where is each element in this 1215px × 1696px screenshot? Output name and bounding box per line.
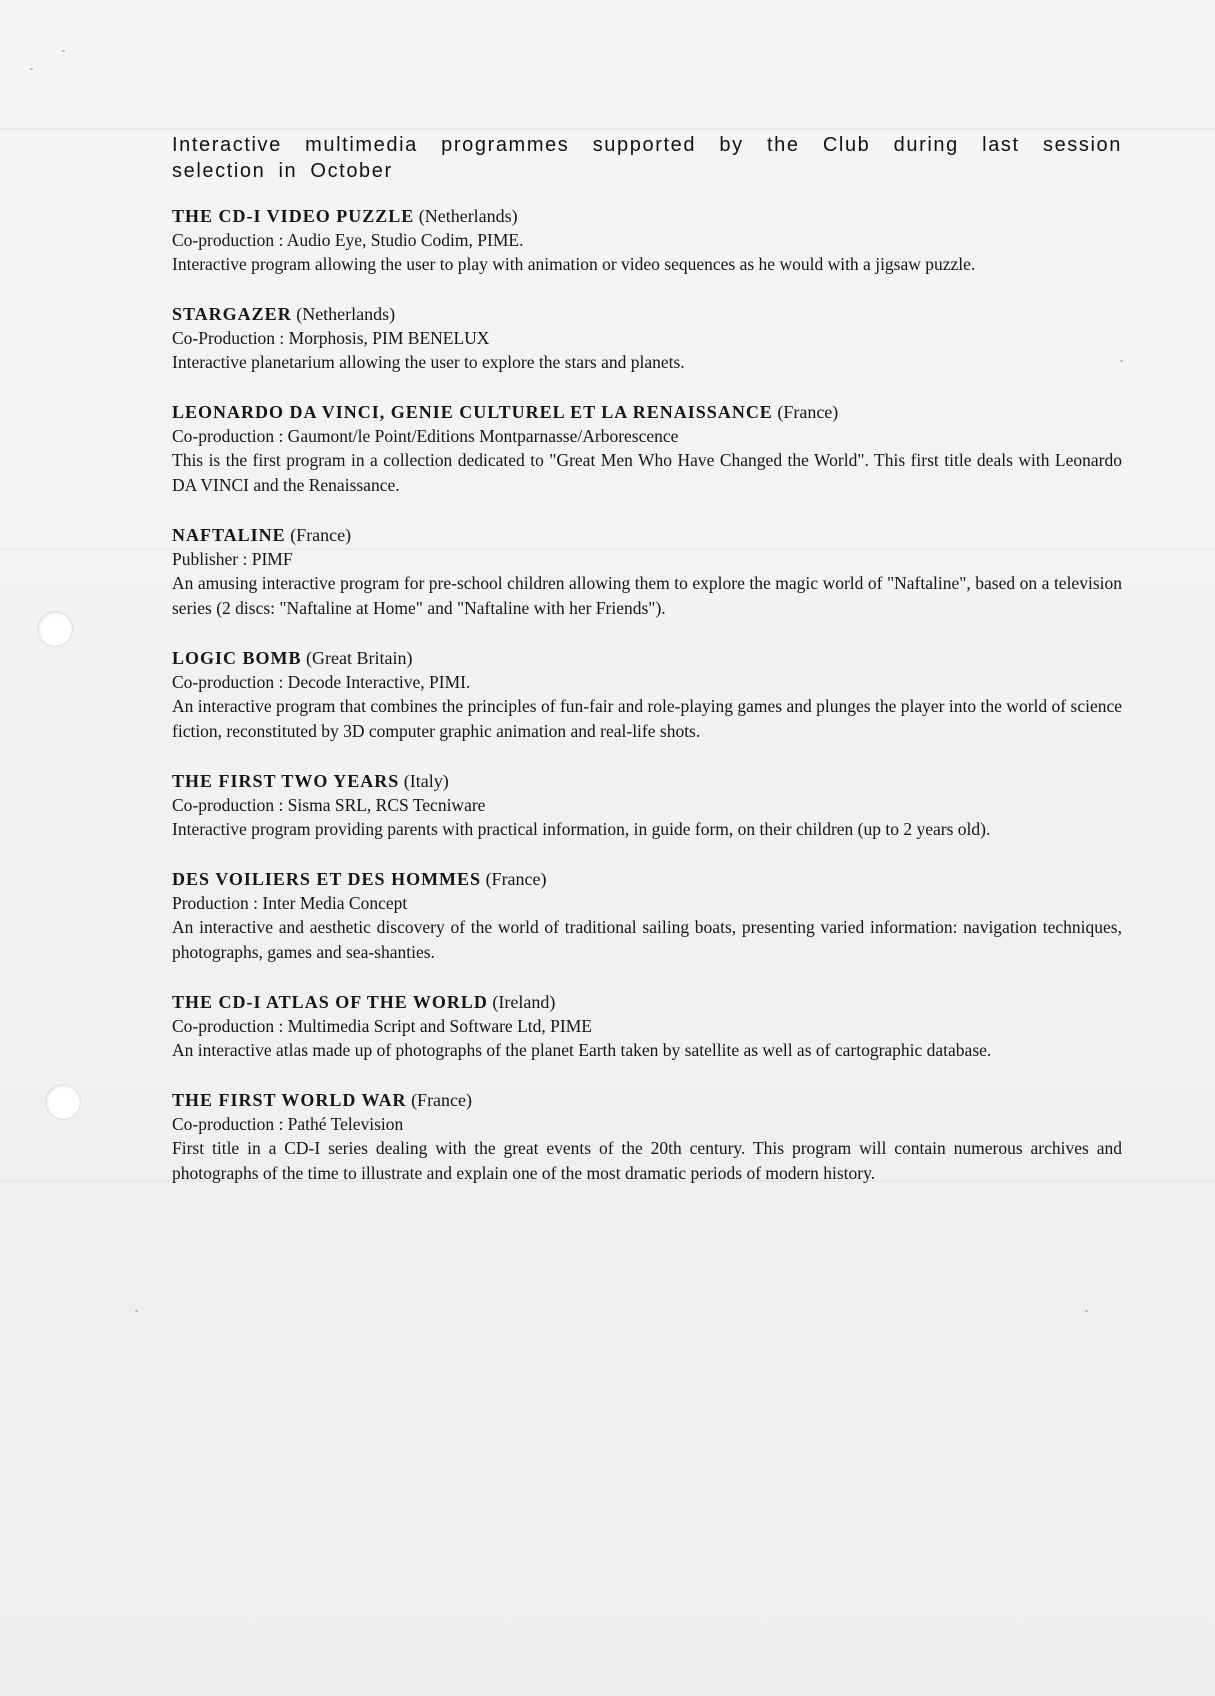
entry-title: THE FIRST WORLD WAR (172, 1090, 407, 1110)
entry-description: An interactive and aesthetic discovery of the world of traditional sailing boats, presenting varied information: navigation techniques, photographs, games and sea-shanties. (172, 917, 1122, 962)
document-body (172, 132, 1122, 1211)
entry-description: Interactive planetarium allowing the user to explore the stars and planets. (172, 352, 685, 372)
entry-country: (Ireland) (492, 992, 556, 1012)
paper-speck (62, 50, 65, 52)
programme-entry (172, 523, 1122, 621)
entry-description: This is the first program in a collection dedicated to "Great Men Who Have Changed the World". This first title deals with Leonardo DA VINCI and the Renaissance. (172, 450, 1122, 495)
entry-credit: Co-production : Multimedia Script and Software Ltd, PIME (172, 1016, 592, 1036)
entry-country: (France) (777, 402, 839, 422)
programme-entry (172, 769, 1122, 842)
entry-country: (Netherlands) (418, 206, 518, 226)
entry-description: First title in a CD-I series dealing with the great events of the 20th century. This program will contain numerous archives and photographs of the time to illustrate and explain one of the most dramatic periods of modern history. (172, 1138, 1122, 1183)
entry-description: Interactive program allowing the user to play with animation or video sequences as he would with a jigsaw puzzle. (172, 254, 976, 274)
entry-country: (France) (290, 525, 352, 545)
entry-credit: Co-production : Audio Eye, Studio Codim, PIME. (172, 230, 524, 250)
entry-description: An interactive program that combines the principles of fun-fair and role-playing games and plunges the player into the world of science fiction, reconstituted by 3D computer graphic animation and real-life shots. (172, 696, 1122, 741)
entry-heading (172, 769, 1122, 793)
entry-country: (France) (411, 1090, 473, 1110)
document-title: Interactive multimedia programmes supported by the Club during last session selection in October (172, 134, 1122, 182)
entry-title: THE CD-I ATLAS OF THE WORLD (172, 992, 488, 1012)
entry-title: LOGIC BOMB (172, 648, 302, 668)
programme-entry (172, 302, 1122, 375)
entry-country: (Great Britain) (306, 648, 413, 668)
entry-heading (172, 646, 1122, 670)
entry-heading (172, 867, 1122, 891)
entry-heading (172, 1088, 1122, 1112)
entry-title: DES VOILIERS ET DES HOMMES (172, 869, 482, 889)
entry-description: An interactive atlas made up of photographs of the planet Earth taken by satellite as well as of cartographic database. (172, 1040, 992, 1060)
entry-heading (172, 204, 1122, 228)
entry-credit: Co-Production : Morphosis, PIM BENELUX (172, 328, 490, 348)
entry-title: NAFTALINE (172, 525, 286, 545)
entry-heading (172, 523, 1122, 547)
programme-entry (172, 400, 1122, 498)
entry-credit: Production : Inter Media Concept (172, 893, 408, 913)
entry-title: THE CD-I VIDEO PUZZLE (172, 206, 415, 226)
entry-description: Interactive program providing parents with practical information, in guide form, on their children (up to 2 years old). (172, 819, 991, 839)
entry-credit: Co-production : Pathé Television (172, 1114, 404, 1134)
programme-entry (172, 867, 1122, 965)
entry-description: An amusing interactive program for pre-school children allowing them to explore the magic world of "Naftaline", based on a television series (2 discs: "Naftaline at Home" and "Naftaline with her Friends"). (172, 573, 1122, 618)
entry-title: STARGAZER (172, 304, 292, 324)
entry-heading (172, 400, 1122, 424)
entry-credit: Publisher : PIMF (172, 549, 293, 569)
punch-hole (46, 1085, 80, 1119)
paper-speck (1085, 1310, 1088, 1312)
paper-speck (135, 1310, 138, 1312)
entry-heading (172, 990, 1122, 1014)
programme-entry (172, 204, 1122, 277)
entry-title: LEONARDO DA VINCI, GENIE CULTUREL ET LA RENAISSANCE (172, 402, 773, 422)
entry-title: THE FIRST TWO YEARS (172, 771, 400, 791)
paper-speck (30, 68, 33, 70)
entry-credit: Co-production : Sisma SRL, RCS Tecniware (172, 795, 486, 815)
entry-country: (Netherlands) (296, 304, 396, 324)
entry-country: (France) (485, 869, 547, 889)
programme-entry (172, 1088, 1122, 1186)
entry-credit: Co-production : Gaumont/le Point/Editions Montparnasse/Arborescence (172, 426, 679, 446)
programme-entry (172, 990, 1122, 1063)
programme-entry (172, 646, 1122, 744)
entry-country: (Italy) (403, 771, 449, 791)
page-fold-line (0, 128, 1215, 130)
entry-credit: Co-production : Decode Interactive, PIMI. (172, 672, 471, 692)
punch-hole (38, 612, 72, 646)
entry-heading (172, 302, 1122, 326)
